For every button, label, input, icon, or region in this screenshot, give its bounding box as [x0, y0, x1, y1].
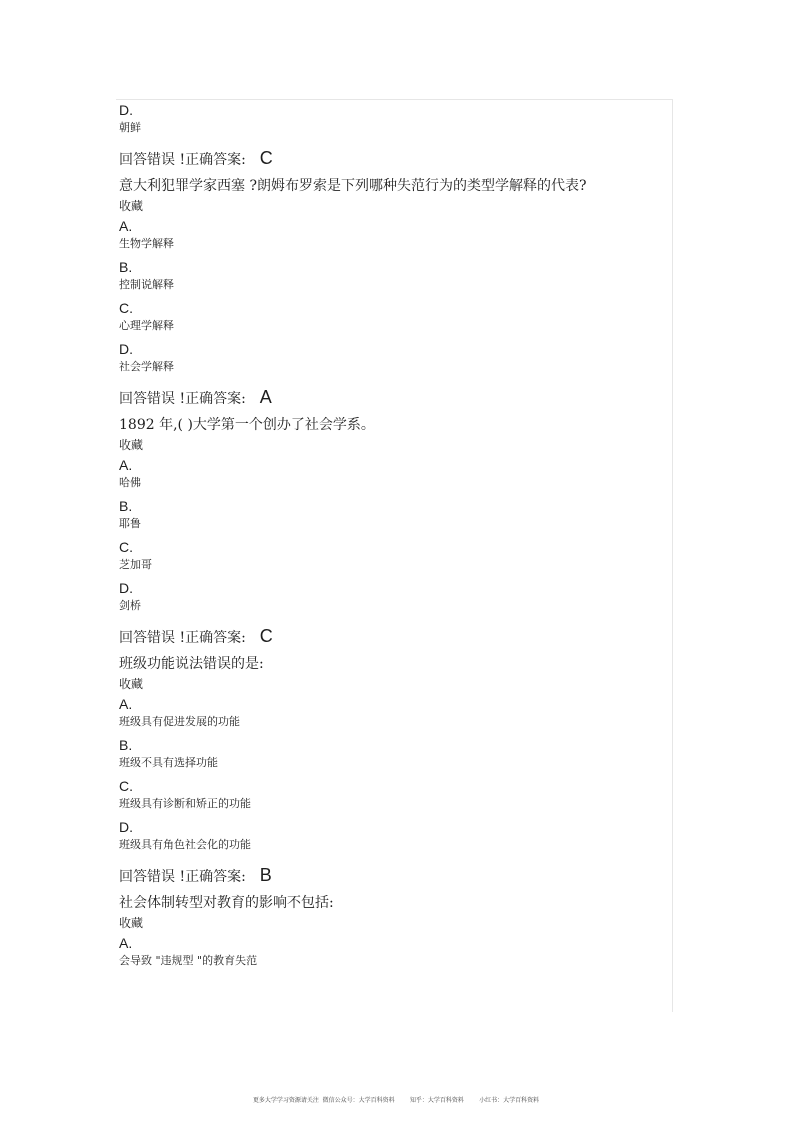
option-text[interactable]: 心理学解释	[119, 319, 174, 332]
correct-answer: A	[259, 387, 272, 407]
correct-answer: C	[259, 626, 273, 646]
option-letter[interactable]: B.	[119, 737, 133, 753]
question-text: 1892 年,( )大学第一个创办了社会学系。	[119, 417, 375, 433]
option-text[interactable]: 班级具有诊断和矫正的功能	[119, 797, 251, 810]
option-text[interactable]: 班级具有角色社会化的功能	[119, 838, 251, 851]
correct-answer: C	[259, 148, 273, 168]
option-text[interactable]: 哈佛	[119, 476, 141, 489]
option-letter[interactable]: A.	[119, 457, 133, 473]
option-text[interactable]: 班级具有促进发展的功能	[119, 715, 240, 728]
favorite-link[interactable]: 收藏	[119, 438, 144, 452]
result-label: 回答错误 !正确答案:	[119, 152, 246, 168]
favorite-link[interactable]: 收藏	[119, 199, 144, 213]
page-footer: 更多大学学习资源请关注 微信公众号：大学百科资料 知乎：大学百科资料 小红书：大学百科资料	[252, 1097, 540, 1104]
option-letter[interactable]: A.	[119, 696, 133, 712]
favorite-link[interactable]: 收藏	[119, 916, 144, 930]
option-text: 朝鲜	[119, 121, 141, 134]
option-letter[interactable]: D.	[119, 819, 133, 835]
answer-result	[119, 863, 669, 887]
option-text[interactable]: 班级不具有选择功能	[119, 756, 218, 769]
option-letter[interactable]: A.	[119, 218, 133, 234]
option-text[interactable]: 芝加哥	[119, 558, 152, 571]
answer-result	[119, 385, 669, 409]
option-text[interactable]: 生物学解释	[119, 237, 174, 250]
option-text[interactable]: 剑桥	[119, 599, 141, 612]
option-letter[interactable]: D.	[119, 341, 133, 357]
option-letter[interactable]: C.	[119, 778, 133, 794]
result-label: 回答错误 !正确答案:	[119, 391, 246, 407]
result-label: 回答错误 !正确答案:	[119, 869, 246, 885]
option-letter[interactable]: C.	[119, 300, 133, 316]
option-letter[interactable]: A.	[119, 935, 133, 951]
option-text[interactable]: 会导致 "违规型 "的教育失范	[119, 954, 258, 967]
option-text[interactable]: 控制说解释	[119, 278, 174, 291]
option-letter[interactable]: C.	[119, 539, 133, 555]
option-letter[interactable]: B.	[119, 498, 133, 514]
option-letter[interactable]: B.	[119, 259, 133, 275]
option-text[interactable]: 社会学解释	[119, 360, 174, 373]
question-text: 社会体制转型对教育的影响不包括:	[119, 895, 334, 911]
question-text: 班级功能说法错误的是:	[119, 656, 264, 672]
question-text: 意大利犯罪学家西塞 ?朗姆布罗索是下列哪种失范行为的类型学解释的代表?	[119, 178, 587, 194]
quiz-content	[119, 100, 669, 976]
favorite-link[interactable]: 收藏	[119, 677, 144, 691]
option-letter[interactable]: D.	[119, 580, 133, 596]
answer-result	[119, 146, 669, 170]
answer-result	[119, 624, 669, 648]
option-letter: D.	[119, 102, 133, 118]
option-text[interactable]: 耶鲁	[119, 517, 141, 530]
correct-answer: B	[259, 865, 272, 885]
result-label: 回答错误 !正确答案:	[119, 630, 246, 646]
